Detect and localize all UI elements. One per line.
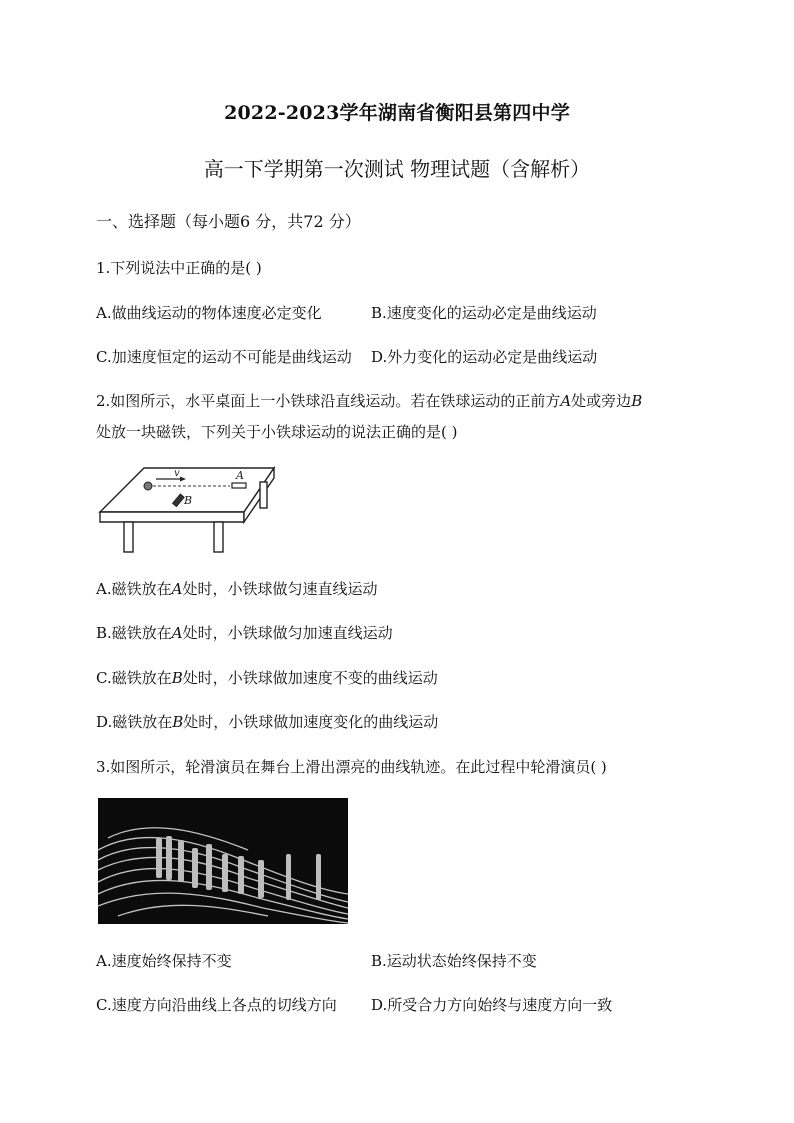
q2-stem-text-a: 2.如图所示，水平桌面上一小铁球沿直线运动。若在铁球运动的正前方: [96, 392, 561, 410]
page-title: 2022-2023学年湖南省衡阳县第四中学: [224, 102, 570, 124]
q2-option-c-pre: C.磁铁放在: [96, 669, 172, 687]
question-2-stem-line1: [96, 390, 642, 411]
q1-option-a: A.做曲线运动的物体速度必定变化: [96, 304, 322, 322]
label-b: B: [184, 494, 193, 507]
table-edge: [100, 512, 244, 522]
q2-option-d-post: 处时，小铁球做加速度变化的曲线运动: [183, 713, 439, 731]
q1-option-c: C.加速度恒定的运动不可能是曲线运动: [96, 348, 352, 366]
q1-option-d: D.外力变化的运动必定是曲线运动: [371, 348, 598, 366]
q2-option-d-pre: D.磁铁放在: [96, 713, 173, 731]
q2-option-a-post: 处时，小铁球做匀速直线运动: [182, 580, 378, 598]
q2-option-c-post: 处时，小铁球做加速度不变的曲线运动: [182, 669, 438, 687]
section-heading: 一、选择题（每小题6 分，共72 分）: [96, 212, 361, 231]
q2-option-b-post: 处时，小铁球做匀加速直线运动: [182, 624, 393, 642]
table-figure: [96, 462, 286, 556]
table-leg-back: [260, 482, 267, 508]
q2-stem-text-b: 处或旁边: [571, 392, 632, 410]
question-2-stem-line2: 处放一块磁铁，下列关于小铁球运动的说法正确的是( ): [96, 423, 458, 441]
q2-option-a-pre: A.磁铁放在: [96, 580, 172, 598]
q3-option-c: C.速度方向沿曲线上各点的切线方向: [96, 996, 337, 1014]
page-subtitle: 高一下学期第一次测试 物理试题（含解析）: [203, 157, 591, 181]
q2-stem-var-a: A: [560, 392, 572, 410]
q3-option-b: B.运动状态始终保持不变: [371, 952, 537, 970]
table-leg-front-right: [214, 522, 223, 552]
velocity-label: v: [174, 468, 180, 479]
q2-option-b-pre: B.磁铁放在: [96, 624, 172, 642]
q2-option-b: [96, 622, 393, 643]
iron-ball: [144, 482, 152, 490]
q2-option-c: [96, 667, 438, 688]
magnet-a: [232, 483, 246, 488]
q2-option-d-var: B: [172, 713, 184, 731]
skater-photo: [98, 798, 348, 924]
q2-option-c-var: B: [171, 669, 183, 687]
q2-option-b-var: A: [171, 624, 183, 642]
table-leg-front-left: [124, 522, 133, 552]
q2-option-a-var: A: [171, 580, 183, 598]
question-3-stem: 3.如图所示，轮滑演员在舞台上滑出漂亮的曲线轨迹。在此过程中轮滑演员( ): [96, 758, 607, 776]
question-1-stem: 1.下列说法中正确的是( ): [96, 259, 262, 277]
q1-option-b: B.速度变化的运动必定是曲线运动: [371, 304, 597, 322]
label-a: A: [236, 469, 244, 482]
q2-stem-var-b: B: [631, 392, 643, 410]
q3-option-d: D.所受合力方向始终与速度方向一致: [371, 996, 613, 1014]
q3-option-a: A.速度始终保持不变: [96, 952, 232, 970]
q2-option-d: [96, 711, 438, 732]
q2-option-a: [96, 578, 377, 599]
